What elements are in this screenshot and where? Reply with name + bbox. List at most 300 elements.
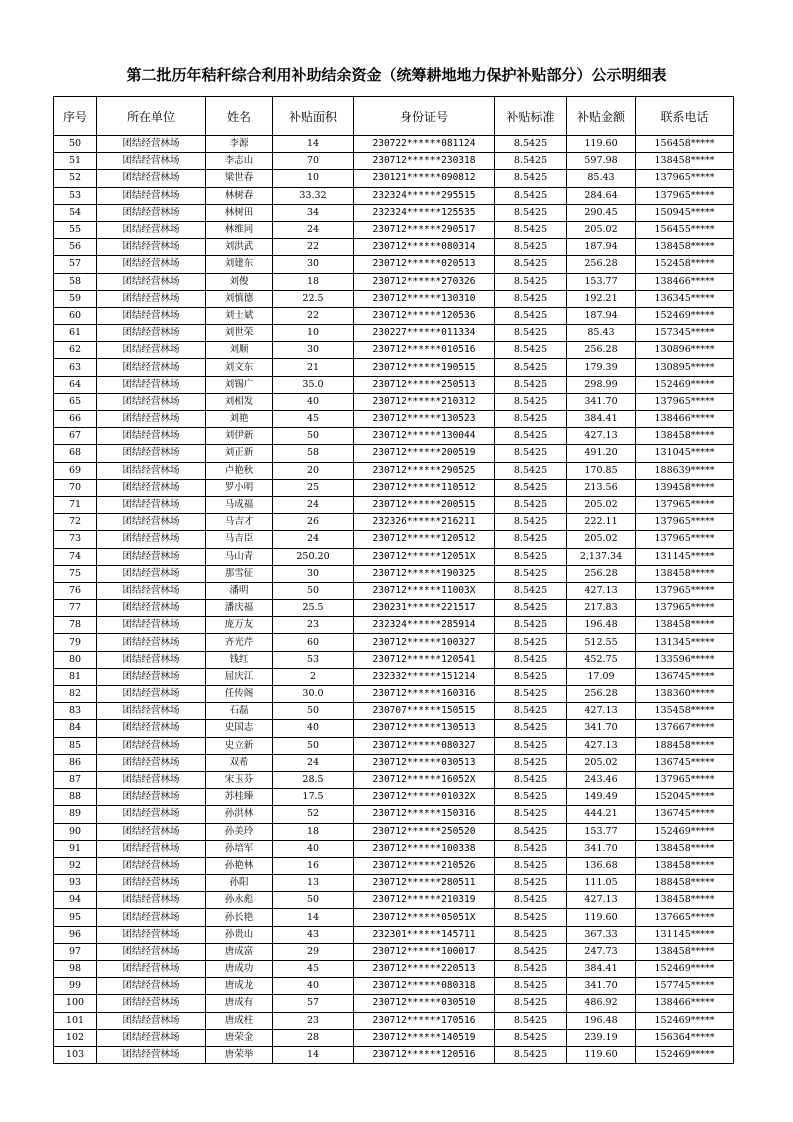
cell-name: 孙贵山 [206,926,273,943]
cell-phone: 137965***** [636,600,734,617]
cell-id-number: 230712******220513 [354,961,495,978]
table-row [54,582,734,599]
cell-phone: 152469***** [636,1046,734,1063]
cell-amount: 85.43 [567,325,636,342]
cell-name: 齐光芹 [206,634,273,651]
page-title: 第二批历年秸秆综合利用补助结余资金（统筹耕地地力保护补贴部分）公示明细表 [126,66,667,84]
table-row [54,857,734,874]
cell-rate: 8.5425 [495,548,567,565]
cell-unit: 团结经营林场 [97,548,206,565]
cell-phone: 136745***** [636,806,734,823]
cell-amount: 213.56 [567,479,636,496]
cell-amount: 239.19 [567,1029,636,1046]
cell-area: 25 [273,479,354,496]
cell-area: 24 [273,221,354,238]
table-row [54,806,734,823]
cell-name: 双希 [206,754,273,771]
cell-index: 79 [54,634,97,651]
cell-index: 57 [54,256,97,273]
table-row [54,668,734,685]
cell-amount: 2,137.34 [567,548,636,565]
cell-id-number: 230712******280511 [354,875,495,892]
cell-area: 40 [273,978,354,995]
cell-index: 66 [54,411,97,428]
table-row [54,600,734,617]
cell-phone: 130896***** [636,342,734,359]
cell-unit: 团结经营林场 [97,926,206,943]
cell-rate: 8.5425 [495,1046,567,1063]
cell-name: 梁世春 [206,170,273,187]
cell-index: 80 [54,651,97,668]
cell-unit: 团结经营林场 [97,1029,206,1046]
cell-rate: 8.5425 [495,823,567,840]
cell-phone: 150945***** [636,204,734,221]
cell-rate: 8.5425 [495,634,567,651]
cell-name: 潘明 [206,582,273,599]
cell-phone: 138458***** [636,239,734,256]
cell-index: 97 [54,943,97,960]
cell-amount: 384.41 [567,411,636,428]
cell-index: 68 [54,445,97,462]
cell-unit: 团结经营林场 [97,720,206,737]
subsidy-table [53,96,734,1064]
cell-phone: 152469***** [636,307,734,324]
cell-rate: 8.5425 [495,789,567,806]
cell-phone: 133596***** [636,651,734,668]
cell-unit: 团结经营林场 [97,668,206,685]
cell-name: 史国志 [206,720,273,737]
cell-index: 77 [54,600,97,617]
cell-id-number: 232332******151214 [354,668,495,685]
cell-area: 20 [273,462,354,479]
cell-phone: 152458***** [636,256,734,273]
cell-phone: 138458***** [636,840,734,857]
cell-unit: 团结经营林场 [97,978,206,995]
cell-rate: 8.5425 [495,857,567,874]
cell-rate: 8.5425 [495,514,567,531]
cell-name: 刘伊新 [206,428,273,445]
cell-id-number: 230712******290517 [354,221,495,238]
table-row [54,754,734,771]
cell-name: 孙洪林 [206,806,273,823]
table-row [54,548,734,565]
cell-rate: 8.5425 [495,754,567,771]
cell-id-number: 230712******080314 [354,239,495,256]
table-row [54,136,734,153]
cell-amount: 196.48 [567,617,636,634]
cell-area: 23 [273,1012,354,1029]
cell-unit: 团结经营林场 [97,153,206,170]
cell-rate: 8.5425 [495,376,567,393]
cell-area: 14 [273,136,354,153]
cell-index: 87 [54,771,97,788]
cell-phone: 152469***** [636,376,734,393]
cell-amount: 290.45 [567,204,636,221]
cell-phone: 131345***** [636,634,734,651]
cell-rate: 8.5425 [495,806,567,823]
cell-index: 89 [54,806,97,823]
cell-amount: 341.70 [567,840,636,857]
cell-amount: 205.02 [567,221,636,238]
cell-amount: 205.02 [567,754,636,771]
cell-rate: 8.5425 [495,325,567,342]
cell-unit: 团结经营林场 [97,582,206,599]
cell-index: 83 [54,703,97,720]
cell-amount: 119.60 [567,136,636,153]
cell-id-number: 230712******190325 [354,565,495,582]
cell-phone: 188458***** [636,875,734,892]
cell-rate: 8.5425 [495,617,567,634]
cell-id-number: 230712******130513 [354,720,495,737]
cell-id-number: 230712******120541 [354,651,495,668]
cell-area: 16 [273,857,354,874]
cell-id-number: 230712******130523 [354,411,495,428]
cell-name: 苏桂臻 [206,789,273,806]
cell-name: 唐成有 [206,995,273,1012]
cell-rate: 8.5425 [495,221,567,238]
cell-name: 唐成富 [206,943,273,960]
cell-area: 45 [273,961,354,978]
cell-name: 刘正新 [206,445,273,462]
cell-name: 唐荣举 [206,1046,273,1063]
cell-rate: 8.5425 [495,187,567,204]
cell-name: 潘庆福 [206,600,273,617]
cell-name: 孙美玲 [206,823,273,840]
cell-rate: 8.5425 [495,926,567,943]
header-row [54,97,734,136]
cell-area: 30.0 [273,686,354,703]
cell-amount: 119.60 [567,909,636,926]
cell-id-number: 230712******160316 [354,686,495,703]
cell-id-number: 232326******216211 [354,514,495,531]
cell-name: 马山青 [206,548,273,565]
cell-name: 刘文东 [206,359,273,376]
cell-area: 26 [273,514,354,531]
cell-id-number: 230121******090812 [354,170,495,187]
cell-unit: 团结经营林场 [97,875,206,892]
cell-rate: 8.5425 [495,136,567,153]
cell-index: 78 [54,617,97,634]
cell-phone: 137965***** [636,771,734,788]
cell-rate: 8.5425 [495,875,567,892]
cell-unit: 团结经营林场 [97,428,206,445]
table-row [54,875,734,892]
cell-amount: 384.41 [567,961,636,978]
cell-amount: 153.77 [567,823,636,840]
cell-name: 那雪征 [206,565,273,582]
cell-id-number: 230712******130310 [354,290,495,307]
cell-area: 24 [273,531,354,548]
cell-phone: 157345***** [636,325,734,342]
cell-id-number: 230712******200515 [354,496,495,513]
cell-name: 孙艳林 [206,857,273,874]
cell-rate: 8.5425 [495,239,567,256]
cell-area: 45 [273,411,354,428]
cell-phone: 138466***** [636,411,734,428]
cell-index: 102 [54,1029,97,1046]
table-row [54,823,734,840]
cell-unit: 团结经营林场 [97,496,206,513]
cell-unit: 团结经营林场 [97,703,206,720]
header-cell-id-number: 身份证号 [354,97,495,136]
cell-id-number: 230712******230318 [354,153,495,170]
cell-unit: 团结经营林场 [97,823,206,840]
cell-name: 孙永彪 [206,892,273,909]
cell-index: 82 [54,686,97,703]
cell-id-number: 230712******05051X [354,909,495,926]
cell-id-number: 230722******081124 [354,136,495,153]
cell-area: 22 [273,239,354,256]
cell-id-number: 230712******250513 [354,376,495,393]
table-row [54,720,734,737]
cell-name: 李志山 [206,153,273,170]
table-row [54,892,734,909]
cell-unit: 团结经营林场 [97,411,206,428]
cell-unit: 团结经营林场 [97,359,206,376]
cell-amount: 149.49 [567,789,636,806]
cell-amount: 367.33 [567,926,636,943]
cell-index: 63 [54,359,97,376]
cell-amount: 170.85 [567,462,636,479]
cell-phone: 131045***** [636,445,734,462]
cell-unit: 团结经营林场 [97,462,206,479]
cell-name: 史立新 [206,737,273,754]
cell-area: 40 [273,720,354,737]
table-row [54,359,734,376]
cell-unit: 团结经营林场 [97,445,206,462]
cell-unit: 团结经营林场 [97,995,206,1012]
cell-phone: 130895***** [636,359,734,376]
cell-unit: 团结经营林场 [97,857,206,874]
cell-id-number: 230712******100017 [354,943,495,960]
table-row [54,703,734,720]
cell-index: 52 [54,170,97,187]
cell-amount: 17.09 [567,668,636,685]
table-row [54,428,734,445]
cell-name: 马吉才 [206,514,273,531]
cell-amount: 597.98 [567,153,636,170]
cell-amount: 205.02 [567,531,636,548]
table-row [54,789,734,806]
cell-unit: 团结经营林场 [97,840,206,857]
table-row [54,325,734,342]
cell-index: 88 [54,789,97,806]
cell-id-number: 230712******150316 [354,806,495,823]
cell-rate: 8.5425 [495,565,567,582]
cell-index: 81 [54,668,97,685]
cell-id-number: 230712******120536 [354,307,495,324]
cell-index: 55 [54,221,97,238]
cell-rate: 8.5425 [495,204,567,221]
cell-area: 30 [273,342,354,359]
cell-phone: 135458***** [636,703,734,720]
cell-rate: 8.5425 [495,703,567,720]
header-cell-index: 序号 [54,97,97,136]
cell-amount: 196.48 [567,1012,636,1029]
cell-phone: 152469***** [636,823,734,840]
cell-area: 30 [273,565,354,582]
table-row [54,256,734,273]
cell-amount: 187.94 [567,307,636,324]
cell-name: 刘世荣 [206,325,273,342]
cell-area: 50 [273,428,354,445]
cell-phone: 157745***** [636,978,734,995]
cell-phone: 136345***** [636,290,734,307]
table-row [54,634,734,651]
cell-amount: 341.70 [567,978,636,995]
cell-index: 94 [54,892,97,909]
cell-name: 刘慎德 [206,290,273,307]
cell-unit: 团结经营林场 [97,617,206,634]
cell-index: 64 [54,376,97,393]
cell-id-number: 230712******01032X [354,789,495,806]
cell-amount: 119.60 [567,1046,636,1063]
cell-name: 马成福 [206,496,273,513]
cell-id-number: 230712******290525 [354,462,495,479]
cell-rate: 8.5425 [495,531,567,548]
cell-rate: 8.5425 [495,428,567,445]
cell-rate: 8.5425 [495,737,567,754]
cell-id-number: 230707******150515 [354,703,495,720]
cell-index: 69 [54,462,97,479]
cell-phone: 137665***** [636,909,734,926]
cell-index: 50 [54,136,97,153]
cell-rate: 8.5425 [495,892,567,909]
cell-area: 43 [273,926,354,943]
cell-rate: 8.5425 [495,1012,567,1029]
cell-rate: 8.5425 [495,479,567,496]
cell-area: 25.5 [273,600,354,617]
cell-name: 卢艳秋 [206,462,273,479]
cell-phone: 138458***** [636,943,734,960]
cell-phone: 131145***** [636,548,734,565]
cell-area: 18 [273,273,354,290]
cell-id-number: 230712******170516 [354,1012,495,1029]
table-row [54,307,734,324]
cell-area: 34 [273,204,354,221]
cell-unit: 团结经营林场 [97,771,206,788]
cell-id-number: 232324******285914 [354,617,495,634]
cell-rate: 8.5425 [495,961,567,978]
cell-phone: 138458***** [636,565,734,582]
table-row [54,617,734,634]
cell-phone: 138458***** [636,617,734,634]
cell-rate: 8.5425 [495,668,567,685]
table-row [54,978,734,995]
cell-index: 71 [54,496,97,513]
cell-id-number: 230712******210319 [354,892,495,909]
cell-name: 唐成龙 [206,978,273,995]
cell-phone: 156455***** [636,221,734,238]
cell-rate: 8.5425 [495,170,567,187]
cell-index: 92 [54,857,97,874]
table-row [54,204,734,221]
cell-name: 林维同 [206,221,273,238]
cell-index: 61 [54,325,97,342]
cell-rate: 8.5425 [495,720,567,737]
cell-phone: 138360***** [636,686,734,703]
cell-phone: 136745***** [636,754,734,771]
table-row [54,445,734,462]
cell-area: 250.20 [273,548,354,565]
cell-rate: 8.5425 [495,445,567,462]
cell-index: 70 [54,479,97,496]
cell-index: 73 [54,531,97,548]
cell-amount: 179.39 [567,359,636,376]
cell-name: 马吉臣 [206,531,273,548]
cell-phone: 156364***** [636,1029,734,1046]
table-row [54,1012,734,1029]
cell-index: 84 [54,720,97,737]
cell-unit: 团结经营林场 [97,187,206,204]
table-row [54,376,734,393]
cell-phone: 137965***** [636,531,734,548]
cell-area: 24 [273,754,354,771]
cell-unit: 团结经营林场 [97,514,206,531]
cell-name: 唐荣金 [206,1029,273,1046]
cell-rate: 8.5425 [495,582,567,599]
cell-name: 刘洪武 [206,239,273,256]
cell-rate: 8.5425 [495,342,567,359]
cell-area: 17.5 [273,789,354,806]
table-row [54,565,734,582]
cell-unit: 团结经营林场 [97,273,206,290]
cell-index: 76 [54,582,97,599]
cell-id-number: 230712******12051X [354,548,495,565]
cell-name: 屈庆江 [206,668,273,685]
cell-amount: 427.13 [567,892,636,909]
cell-amount: 491.20 [567,445,636,462]
cell-area: 22.5 [273,290,354,307]
cell-id-number: 230712******010516 [354,342,495,359]
cell-phone: 137965***** [636,393,734,410]
cell-amount: 256.28 [567,686,636,703]
cell-amount: 217.83 [567,600,636,617]
cell-name: 刘相发 [206,393,273,410]
cell-amount: 247.73 [567,943,636,960]
cell-area: 40 [273,393,354,410]
cell-area: 50 [273,582,354,599]
table-row [54,909,734,926]
cell-name: 林树春 [206,187,273,204]
cell-index: 56 [54,239,97,256]
cell-unit: 团结经营林场 [97,325,206,342]
cell-unit: 团结经营林场 [97,943,206,960]
cell-index: 67 [54,428,97,445]
cell-rate: 8.5425 [495,256,567,273]
cell-phone: 138466***** [636,273,734,290]
cell-phone: 138458***** [636,892,734,909]
cell-amount: 444.21 [567,806,636,823]
cell-unit: 团结经营林场 [97,393,206,410]
cell-id-number: 232324******125535 [354,204,495,221]
cell-area: 2 [273,668,354,685]
cell-name: 孙培军 [206,840,273,857]
cell-rate: 8.5425 [495,290,567,307]
cell-name: 孙阳 [206,875,273,892]
cell-rate: 8.5425 [495,1029,567,1046]
cell-id-number: 230712******120512 [354,531,495,548]
cell-phone: 137667***** [636,720,734,737]
cell-amount: 222.11 [567,514,636,531]
cell-amount: 85.43 [567,170,636,187]
cell-phone: 139458***** [636,479,734,496]
cell-id-number: 230227******011334 [354,325,495,342]
cell-index: 62 [54,342,97,359]
cell-id-number: 230712******140519 [354,1029,495,1046]
table-row [54,926,734,943]
cell-phone: 138458***** [636,153,734,170]
